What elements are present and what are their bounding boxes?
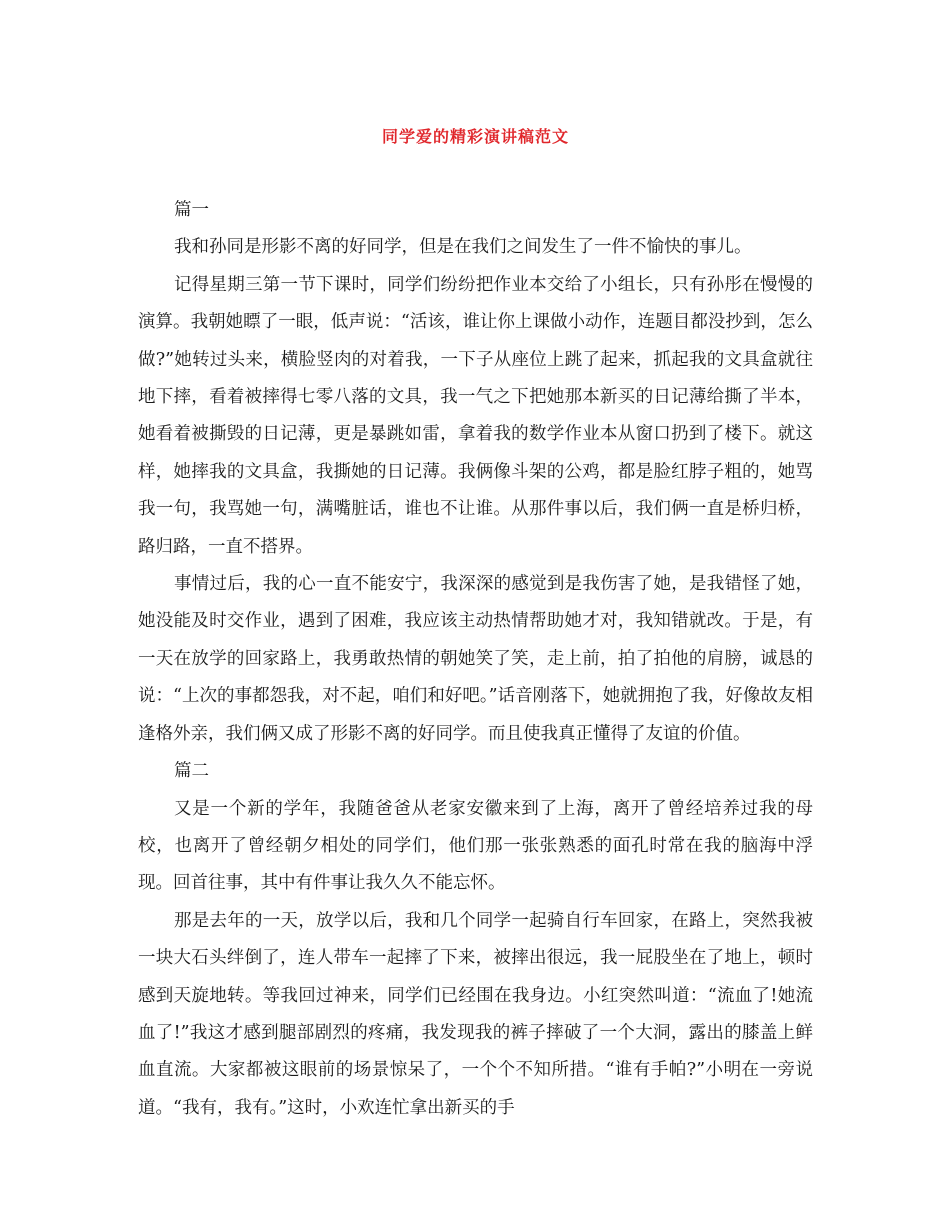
page-title: 同学爱的精彩演讲稿范文 xyxy=(381,127,569,146)
section-heading-1: 篇一 xyxy=(174,200,209,220)
section-heading-2: 篇二 xyxy=(174,761,209,782)
document-body xyxy=(138,192,813,1127)
paragraph: 那是去年的一天，放学以后，我和几个同学一起骑自行车回家，在路上，突然我被一块大石头绊倒了，连人带车一起摔了下来，被摔出很远，我一屁股坐在了地上，顿时感到天旋地转。等我回过神来，同学们已经围在我身边。小红突然叫道：“流血了!她流血了!”我这才感到腿部剧烈的疼痛，我发现我的裤子摔破了一个大洞，露出的膝盖上鲜血直流。大家都被这眼前的场景惊呆了，一个个不知所措。“谁有手帕?”小明在一旁说道。“我有，我有。”这时，小欢连忙拿出新买的手 xyxy=(138,910,813,1118)
paragraph: 事情过后，我的心一直不能安宁，我深深的感觉到是我伤害了她，是我错怪了她，她没能及时交作业，遇到了困难，我应该主动热情帮助她才对，我知错就改。于是，有一天在放学的回家路上，我勇敢热情的朝她笑了笑，走上前，拍了拍他的肩膀，诚恳的说：“上次的事都怨我，对不起，咱们和好吧。”话音刚落下，她就拥抱了我，好像故友相逢格外亲，我们俩又成了形影不离的好同学。而且使我真正懂得了友谊的价值。 xyxy=(138,574,813,744)
paragraph: 我和孙同是形影不离的好同学，但是在我们之间发生了一件不愉快的事儿。 xyxy=(174,237,752,258)
paragraph: 记得星期三第一节下课时，同学们纷纷把作业本交给了小组长，只有孙彤在慢慢的演算。我朝她瞟了一眼，低声说：“活该，谁让你上课做小动作，连题目都没抄到，怎么做?”她转过头来，横脸竖肉的对着我，一下子从座位上跳了起来，抓起我的文具盒就往地下摔，看着被摔得七零八落的文具，我一气之下把她那本新买的日记薄给撕了半本，她看着被撕毁的日记薄，更是暴跳如雷，拿着我的数学作业本从窗口扔到了楼下。就这样，她摔我的文具盒，我撕她的日记薄。我俩像斗架的公鸡，都是脸红脖子粗的，她骂我一句，我骂她一句，满嘴脏话，谁也不让谁。从那件事以后，我们俩一直是桥归桥，路归路，一直不搭界。 xyxy=(138,274,813,557)
paragraph: 又是一个新的学年，我随爸爸从老家安徽来到了上海，离开了曾经培养过我的母校，也离开了曾经朝夕相处的同学们，他们那一张张熟悉的面孔时常在我的脑海中浮现。回首往事，其中有件事让我久久不能忘怀。 xyxy=(138,798,813,894)
